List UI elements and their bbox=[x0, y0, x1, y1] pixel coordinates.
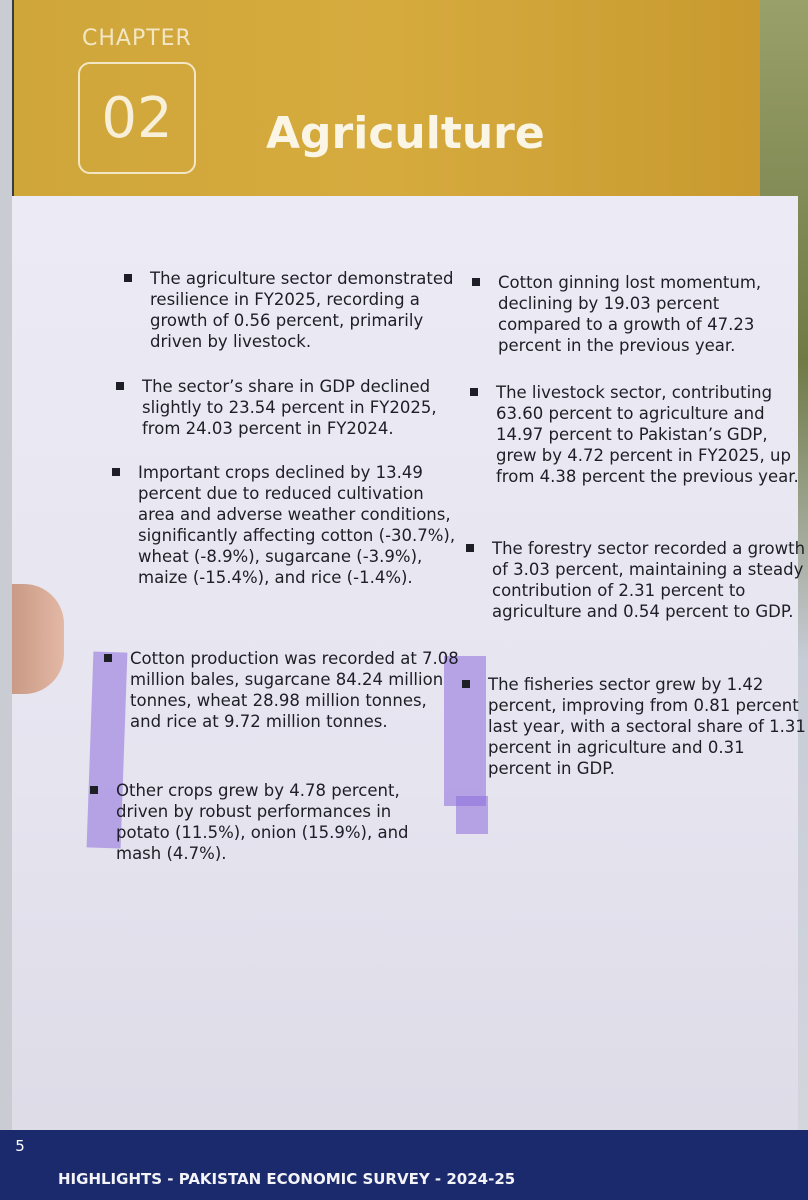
bullet-square-icon bbox=[104, 654, 112, 662]
highlighter-mark bbox=[456, 796, 488, 834]
document-page bbox=[12, 196, 806, 1160]
bullet-text: Cotton production was recorded at 7.08 million bales, sugarcane 84.24 million tonnes, wheat 28.98 million tonnes, and rice at 9.72 million tonnes. bbox=[130, 649, 459, 731]
backdrop-left bbox=[0, 0, 12, 1200]
chapter-number: 02 bbox=[78, 62, 196, 174]
bullet-text: Important crops declined by 13.49 percent due to reduced cultivation area and adverse weather conditions, significantly affecting cotton (-30.7%), wheat (-8.9%), sugarcane (-3.9%), maize (-15.4%), and rice (-1.4%). bbox=[138, 463, 456, 587]
bullet-item bbox=[466, 538, 808, 622]
bullet-item bbox=[472, 272, 798, 356]
chapter-label: CHAPTER bbox=[82, 26, 192, 51]
bullet-text: The agriculture sector demonstrated resilience in FY2025, recording a growth of 0.56 percent, primarily driven by livestock. bbox=[150, 269, 454, 351]
bullet-item bbox=[104, 648, 460, 732]
bullet-item bbox=[112, 462, 458, 588]
bullet-text: The forestry sector recorded a growth of 3.03 percent, maintaining a steady contribution of 2.31 percent to agriculture and 0.54 percent to GDP. bbox=[492, 539, 806, 621]
bullet-square-icon bbox=[112, 468, 120, 476]
bullet-item bbox=[116, 376, 462, 439]
bullet-text: Cotton ginning lost momentum, declining by 19.03 percent compared to a growth of 47.23 percent in the previous year. bbox=[498, 273, 762, 355]
bullet-item bbox=[462, 674, 808, 779]
footer-bar bbox=[0, 1130, 808, 1200]
bullet-square-icon bbox=[466, 544, 474, 552]
bullet-text: Other crops grew by 4.78 percent, driven by robust performances in potato (11.5%), onion (15.9%), and mash (4.7%). bbox=[116, 781, 409, 863]
footer-title: HIGHLIGHTS - PAKISTAN ECONOMIC SURVEY - 2024-25 bbox=[58, 1170, 516, 1188]
page-number: 5 bbox=[15, 1137, 25, 1155]
bullet-text: The fisheries sector grew by 1.42 percent, improving from 0.81 percent last year, with a sectoral share of 1.31 percent in agriculture and 0.31 percent in GDP. bbox=[488, 675, 806, 778]
bullet-text: The livestock sector, contributing 63.60 percent to agriculture and 14.97 percent to Pakistan’s GDP, grew by 4.72 percent in FY2025, up from 4.38 percent the previous year. bbox=[496, 383, 799, 486]
bullet-square-icon bbox=[116, 382, 124, 390]
bullet-square-icon bbox=[124, 274, 132, 282]
bullet-item bbox=[470, 382, 802, 487]
bullet-text: The sector’s share in GDP declined slightly to 23.54 percent in FY2025, from 24.03 percent in FY2024. bbox=[142, 377, 437, 438]
bullet-square-icon bbox=[470, 388, 478, 396]
bullet-item bbox=[90, 780, 446, 864]
bullet-square-icon bbox=[472, 278, 480, 286]
chapter-header bbox=[14, 0, 760, 200]
bullet-square-icon bbox=[90, 786, 98, 794]
bullet-square-icon bbox=[462, 680, 470, 688]
thumb bbox=[12, 584, 64, 694]
bullet-item bbox=[124, 268, 460, 352]
chapter-title: Agriculture bbox=[266, 108, 545, 159]
